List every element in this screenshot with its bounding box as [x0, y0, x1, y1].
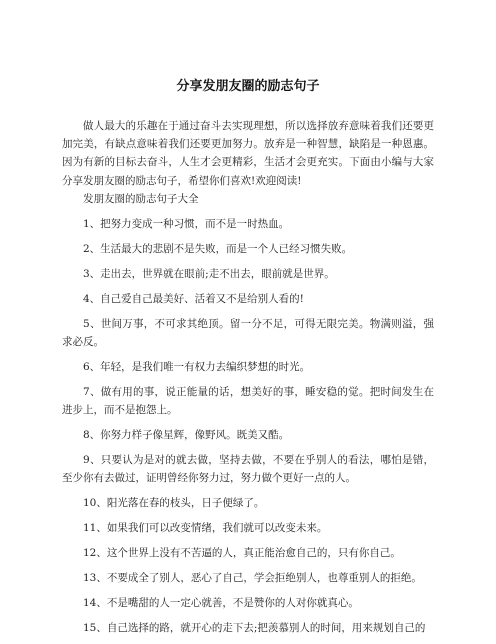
- list-item: 13、不要成全了别人，恶心了自己，学会拒绝别人，也尊重别人的拒绝。: [83, 572, 422, 585]
- article-body: [62, 117, 434, 644]
- list-item: 12、这个世界上没有不苦逼的人，真正能治愈自己的，只有你自己。: [83, 547, 401, 560]
- list-item: 15、自己选择的路，就开心的走下去;把羡慕别人的时间，用来规划自己的: [83, 622, 426, 635]
- list-item: 6、年轻，是我们唯一有权力去编织梦想的时光。: [83, 361, 311, 374]
- list-item: 4、自己爱自己最美好、活着又不是给别人看的!: [83, 292, 304, 305]
- list-item: 10、阳光落在春的枝头，日子便绿了。: [83, 497, 265, 510]
- list-item: 3、走出去，世界就在眼前;走不出去，眼前就是世界。: [83, 267, 335, 280]
- list-item: 5、世间万事，不可求其绝顶。留一分不足，可得无限完美。物满则溢，强求必反。: [62, 317, 434, 349]
- list-item: 2、生活最大的悲剧不是失败，而是一个人已经习惯失败。: [83, 242, 353, 255]
- list-item: 9、只要认为是对的就去做，坚持去做，不要在乎别人的看法，哪怕是错，至少你有去做过，证明曾经你努力过，努力做个更好一点的人。: [62, 454, 434, 485]
- section-subheading: 发朋友圈的励志句子大全: [83, 192, 199, 205]
- list-item: 8、你努力样子像星辉，像野风。既美又酷。: [83, 429, 290, 442]
- list-item: 1、把努力变成一种习惯，而不是一时热血。: [83, 217, 290, 230]
- list-item: 11、如果我们可以改变情绪，我们就可以改变未来。: [83, 522, 328, 535]
- intro-paragraph: 做人最大的乐趣在于通过奋斗去实现理想，所以选择放弃意味着我们还要更加完美，有缺点意味着我们还要更加努力。放弃是一种智慧，缺陷是一种恩惠。因为有新的目标去奋斗，人生才会更精彩，生活才会更充实。下面由小编与大家分享发朋友圈的励志句子，希望你们喜欢!欢迎阅读!: [62, 120, 434, 187]
- list-item: 14、不是嘴甜的人一定心就善，不是赞你的人对你就真心。: [83, 597, 359, 610]
- list-item: 7、做有用的事，说正能量的话，想美好的事，睡安稳的觉。把时间发生在进步上，而不是抱怨上。: [62, 386, 434, 417]
- page-title: 分享发朋友圈的励志句子: [176, 79, 320, 94]
